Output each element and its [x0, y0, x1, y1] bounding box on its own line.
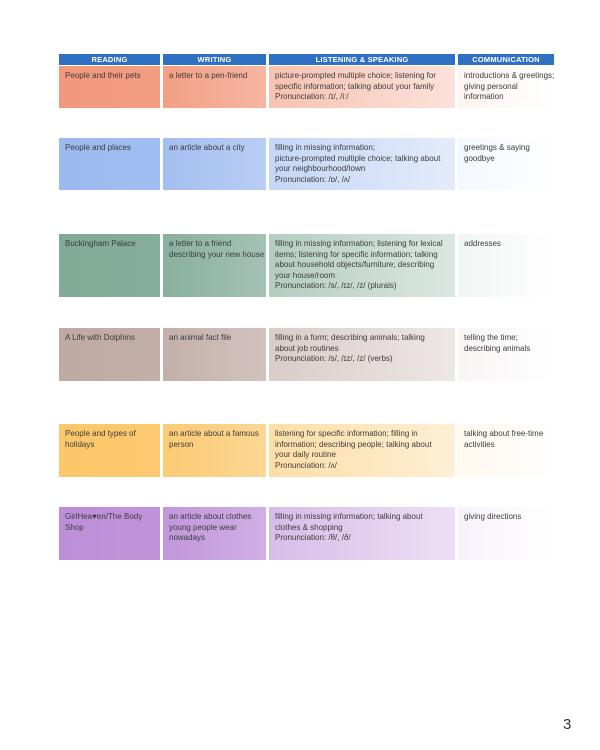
cell-line: describing your new house	[169, 249, 265, 259]
cell-line: Pronunciation: /ɒ/, /ʌ/	[275, 174, 351, 184]
cell-line: goodbye	[464, 153, 495, 163]
cell-line: picture-prompted multiple choice; listening for	[275, 71, 436, 80]
cell-line: nowadays	[169, 533, 206, 543]
listening-speaking-cell	[269, 507, 455, 560]
cell-line: an article about a city	[169, 143, 245, 152]
reading-cell	[59, 138, 160, 190]
cell-line: young people wear	[169, 522, 237, 532]
cell-line: about household objects/furniture; describing	[275, 260, 435, 270]
cell-line: greetings & saying	[464, 143, 530, 152]
cell-line: Pronunciation: /θ/, /ð/	[275, 533, 351, 543]
cell-line: information; describing people; talking about	[275, 439, 432, 449]
cell-line: giving personal	[464, 81, 518, 91]
communication-cell	[458, 234, 554, 297]
page-number: 3	[563, 716, 572, 733]
listening-speaking-cell	[269, 66, 455, 108]
writing-cell	[163, 507, 266, 560]
cell-line: People and types of	[65, 429, 136, 438]
cell-line: about job routines	[275, 343, 339, 353]
reading-cell	[59, 507, 160, 560]
communication-cell	[458, 507, 554, 560]
communication-cell	[458, 138, 554, 190]
communication-cell	[458, 328, 554, 381]
header-listening-speaking: LISTENING & SPEAKING	[269, 54, 455, 65]
cell-line: a letter to a pen-friend	[169, 71, 248, 80]
cell-line: filling in missing information;	[275, 143, 376, 152]
cell-line: telling the time;	[464, 333, 518, 342]
cell-line: Pronunciation: /ɪ/, /iː/	[275, 92, 349, 102]
cell-line: picture-prompted multiple choice; talking about	[275, 153, 441, 163]
reading-cell	[59, 424, 160, 477]
reading-cell	[59, 66, 160, 108]
cell-line: addresses	[464, 239, 501, 248]
listening-speaking-cell	[269, 424, 455, 477]
listening-speaking-cell	[269, 138, 455, 190]
cell-line: filling in missing information; listening for lexical	[275, 239, 443, 248]
communication-cell	[458, 424, 554, 477]
cell-line: Pronunciation: /s/, /ɪz/, /z/ (plurals)	[275, 281, 397, 291]
cell-line: activities	[464, 439, 495, 449]
writing-cell	[163, 234, 266, 297]
cell-line: clothes & shopping	[275, 522, 343, 532]
header-writing: WRITING	[163, 54, 266, 65]
header-reading: READING	[59, 54, 160, 65]
cell-line: People and their pets	[65, 71, 141, 80]
cell-line: an article about a famous	[169, 429, 259, 438]
communication-cell	[458, 66, 554, 108]
cell-line: listening for specific information; filling in	[275, 429, 418, 438]
cell-line: Buckingham Palace	[65, 239, 136, 248]
cell-line: an animal fact file	[169, 333, 232, 342]
writing-cell	[163, 66, 266, 108]
cell-line: person	[169, 439, 194, 449]
cell-line: holidays	[65, 439, 95, 449]
cell-line: GirlHea♥en/The Body	[65, 512, 143, 521]
cell-line: filling in a form; describing animals; talking	[275, 333, 425, 342]
cell-line: giving directions	[464, 512, 522, 521]
header-communication: COMMUNICATION	[458, 54, 554, 65]
cell-line: Shop	[65, 522, 84, 532]
cell-line: your house/room	[275, 270, 336, 280]
cell-line: A Life with Dolphins	[65, 333, 135, 342]
writing-cell	[163, 328, 266, 381]
cell-line: talking about free-time	[464, 429, 544, 438]
cell-line: People and places	[65, 143, 131, 152]
cell-line: Pronunciation: /ʌ/	[275, 460, 337, 470]
listening-speaking-cell	[269, 234, 455, 297]
cell-line: a letter to a friend	[169, 239, 232, 248]
cell-line: items; listening for specific information; talking	[275, 249, 438, 259]
cell-line: an article about clothes	[169, 512, 252, 521]
cell-line: information	[464, 92, 504, 102]
listening-speaking-cell	[269, 328, 455, 381]
reading-cell	[59, 234, 160, 297]
reading-cell	[59, 328, 160, 381]
cell-line: filling in missing information; talking about	[275, 512, 423, 521]
writing-cell	[163, 424, 266, 477]
cell-line: your daily routine	[275, 450, 336, 460]
cell-line: specific information; talking about your family	[275, 81, 435, 91]
cell-line: your neighbourhood/town	[275, 164, 366, 174]
cell-line: introductions & greetings;	[464, 71, 554, 80]
cell-line: Pronunciation: /s/, /ɪz/, /z/ (verbs)	[275, 354, 393, 364]
writing-cell	[163, 138, 266, 190]
cell-line: describing animals	[464, 343, 531, 353]
